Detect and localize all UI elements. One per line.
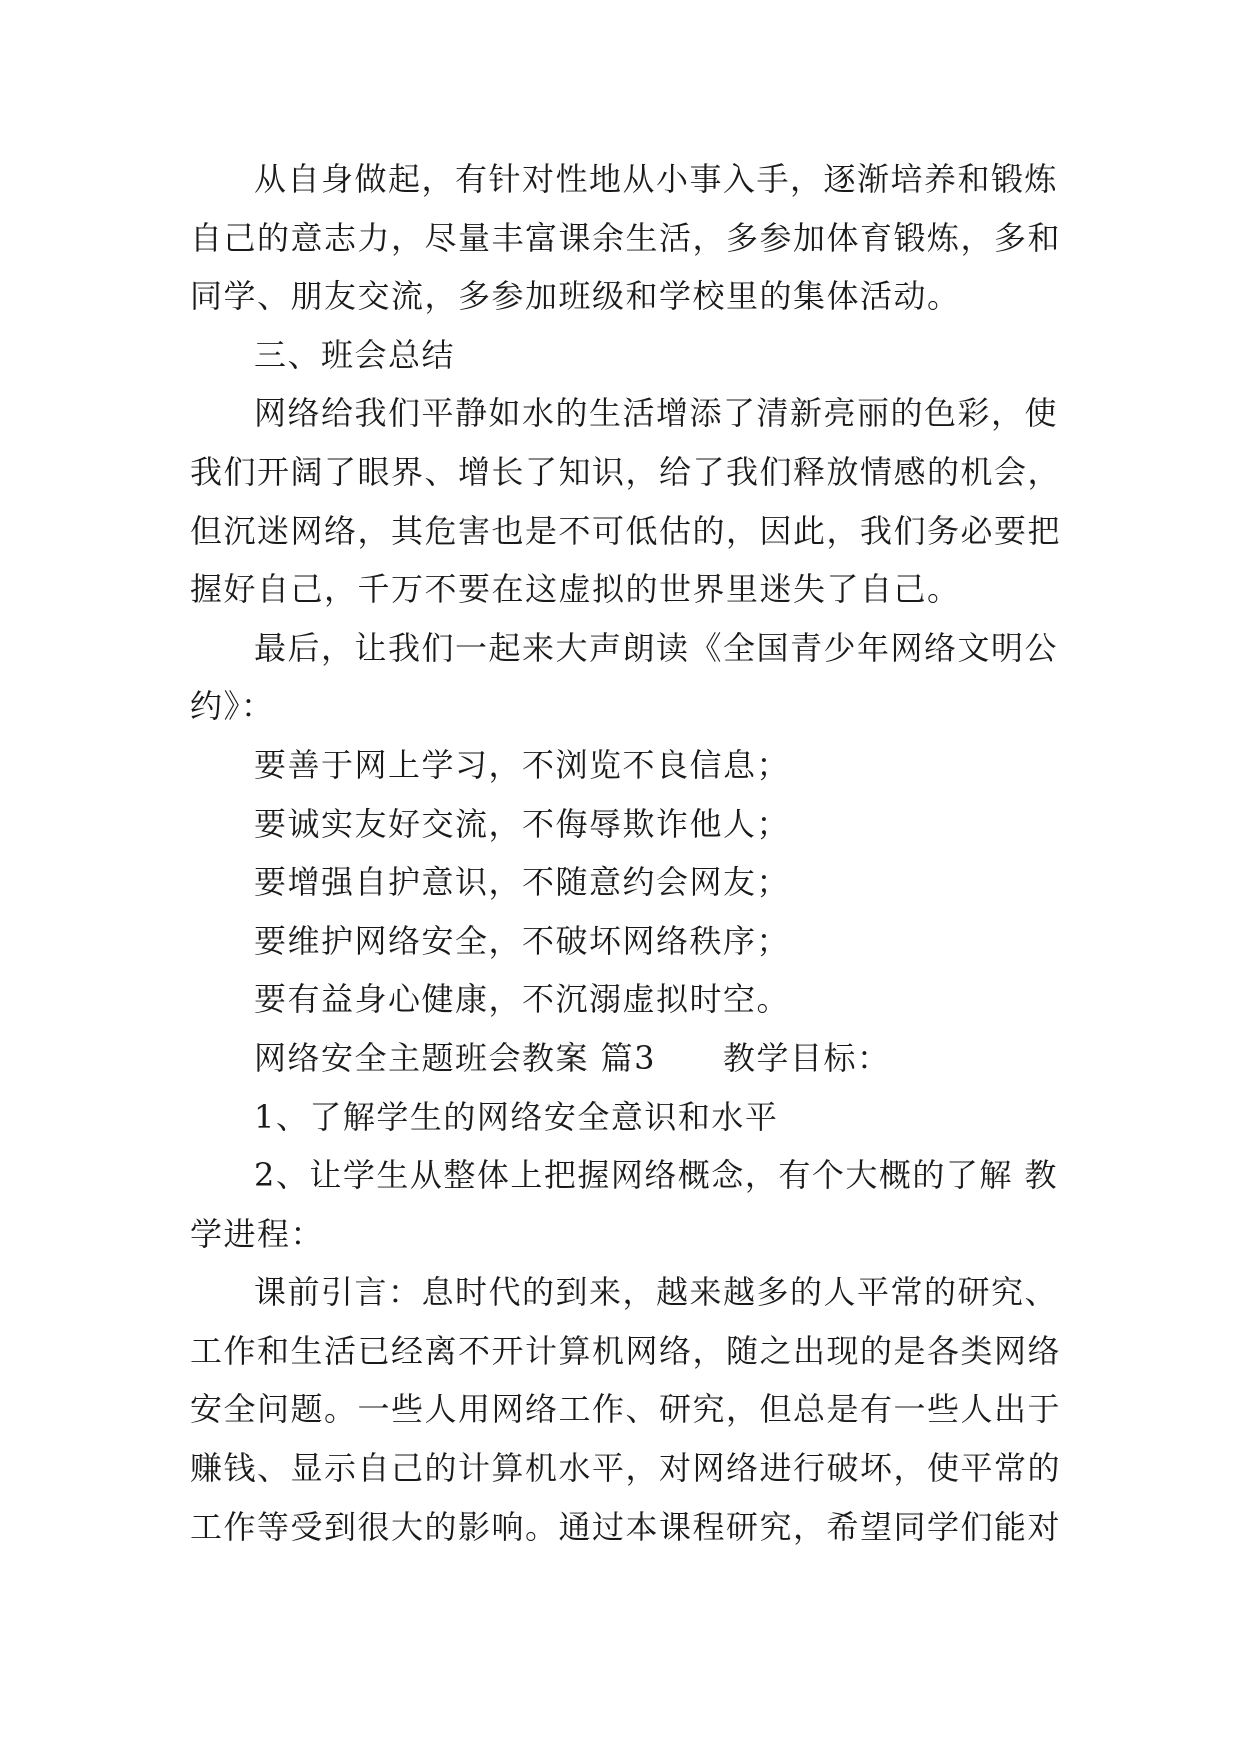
paragraph-line: 赚钱、显示自己的计算机水平，对网络进行破坏，使平常的	[190, 1449, 1062, 1488]
convention-item: 要有益身心健康，不沉溺虚拟时空。	[254, 980, 791, 1019]
paragraph-line: 学进程：	[190, 1214, 325, 1253]
paragraph-line: 自己的意志力，尽量丰富课余生活，多参加体育锻炼，多和	[190, 218, 1062, 257]
convention-item: 要诚实友好交流，不侮辱欺诈他人；	[254, 804, 791, 843]
objective-item: 2、让学生从整体上把握网络概念，有个大概的了解 教	[254, 1156, 1059, 1195]
objective-item: 1、了解学生的网络安全意识和水平	[254, 1097, 779, 1136]
paragraph-line: 我们开阔了眼界、增长了知识，给了我们释放情感的机会，	[190, 452, 1062, 491]
paragraph-line: 工作等受到很大的影响。通过本课程研究，希望同学们能对	[190, 1507, 1062, 1546]
convention-item: 要善于网上学习，不浏览不良信息；	[254, 745, 791, 784]
paragraph-line: 安全问题。一些人用网络工作、研究，但总是有一些人出于	[190, 1390, 1062, 1429]
paragraph-line: 工作和生活已经离不开计算机网络，随之出现的是各类网络	[190, 1331, 1062, 1370]
paragraph-line: 课前引言：息时代的到来，越来越多的人平常的研究、	[254, 1273, 1059, 1312]
document-body	[190, 150, 1062, 1556]
convention-item: 要增强自护意识，不随意约会网友；	[254, 863, 791, 902]
paragraph-line: 网络给我们平静如水的生活增添了清新亮丽的色彩，使	[254, 394, 1059, 433]
paragraph-line: 但沉迷网络，其危害也是不可低估的，因此，我们务必要把	[190, 511, 1062, 550]
paragraph-line: 最后，让我们一起来大声朗读《全国青少年网络文明公	[254, 628, 1059, 667]
paragraph-line: 同学、朋友交流，多参加班级和学校里的集体活动。	[190, 277, 961, 316]
convention-item: 要维护网络安全，不破坏网络秩序；	[254, 921, 791, 960]
section-heading: 三、班会总结	[254, 335, 456, 374]
paragraph-line: 从自身做起，有针对性地从小事入手，逐渐培养和锻炼	[254, 160, 1059, 198]
paragraph-line: 握好自己，千万不要在这虚拟的世界里迷失了自己。	[190, 570, 961, 609]
paragraph-line: 约》：	[190, 687, 275, 726]
section-heading: 网络安全主题班会教案 篇3 教学目标：	[254, 1038, 891, 1077]
